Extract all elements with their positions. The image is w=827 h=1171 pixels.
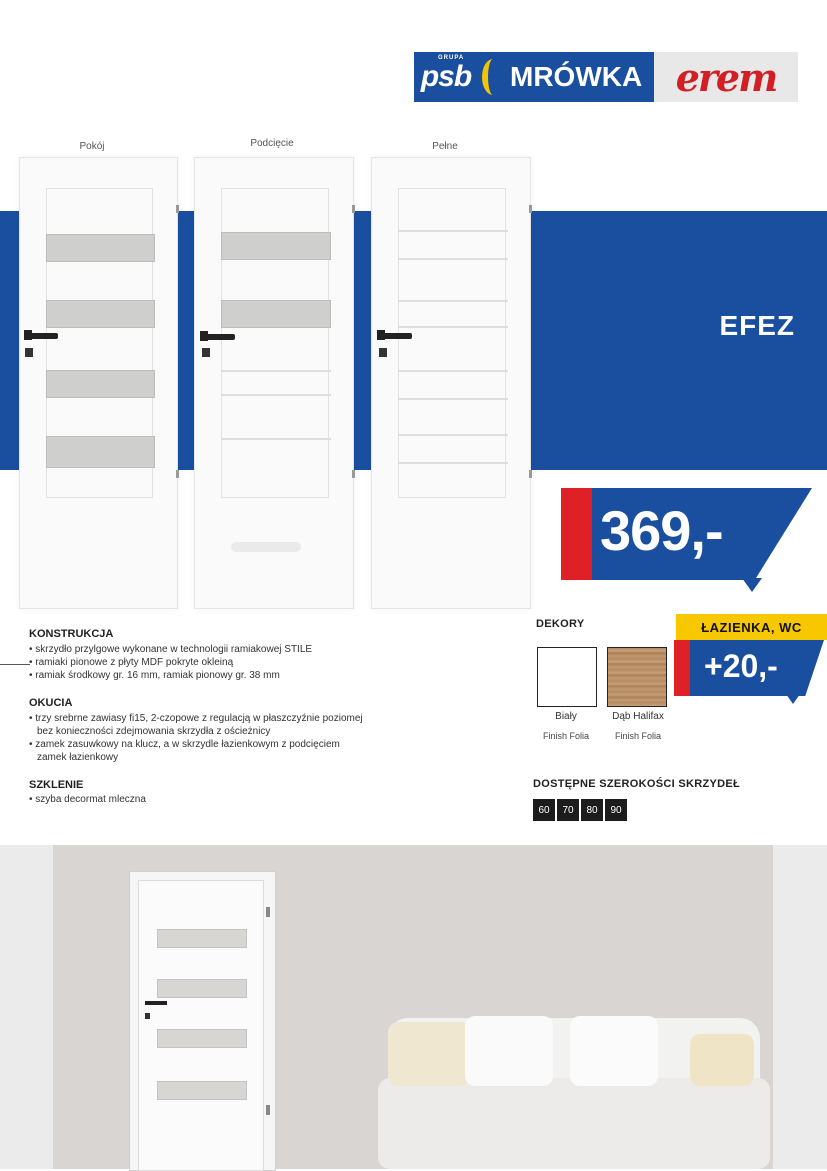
door-label-pokoj: Pokój: [79, 141, 105, 152]
room-door-glass: [157, 1029, 247, 1048]
psb-logo: [414, 52, 478, 102]
okucia-item: zamek łazienkowy: [37, 752, 119, 763]
decors-title: DEKORY: [536, 618, 585, 630]
room-door-glass: [157, 929, 247, 948]
widths-title: DOSTĘPNE SZEROKOŚCI SKRZYDEŁ: [533, 778, 741, 790]
hinge-icon: [176, 470, 179, 478]
sofa-pillow: [388, 1022, 470, 1086]
szklenie-title: SZKLENIE: [29, 779, 84, 791]
panel-line: [398, 258, 508, 260]
hinge-icon: [176, 205, 179, 213]
sofa-pillow: [690, 1034, 754, 1086]
width-chip-70: 70: [557, 799, 579, 821]
blue-band-left: [0, 211, 19, 470]
door-handle-icon: [203, 334, 235, 340]
panel-line: [398, 230, 508, 232]
door-handle-icon: [26, 333, 58, 339]
room-door-handle-icon: [145, 1001, 167, 1005]
decor-swatch-dab-halifax[interactable]: [607, 647, 667, 707]
sofa-pillow: [465, 1016, 553, 1086]
erem-logo-text: erem: [675, 54, 777, 100]
price-tag-red-stripe: [561, 488, 594, 580]
mrowka-logo: [478, 52, 654, 102]
szklenie-item: • szyba decormat mleczna: [29, 794, 146, 805]
glass-panel: [221, 300, 331, 328]
panel-line: [398, 462, 508, 464]
spec-divider: [0, 664, 30, 665]
width-chip-60: 60: [533, 799, 555, 821]
sofa-seat: [378, 1078, 770, 1169]
konstrukcja-item: • ramiak środkowy gr. 16 mm, ramiak pionowy gr. 38 mm: [29, 670, 280, 681]
decor-swatch-bialy[interactable]: [537, 647, 597, 707]
door-pelne: [371, 157, 531, 609]
width-chip-90: 90: [605, 799, 627, 821]
price-tag-notch: [742, 578, 762, 592]
konstrukcja-title: KONSTRUKCJA: [29, 628, 114, 640]
panel-line: [398, 300, 508, 302]
widths-list: [533, 799, 627, 821]
room-door-glass: [157, 1081, 247, 1100]
konstrukcja-list: [29, 643, 449, 682]
psb-logo-top-text: GRUPA: [438, 55, 465, 61]
panel-line: [398, 434, 508, 436]
okucia-title: OKUCIA: [29, 697, 73, 709]
panel-line: [398, 398, 508, 400]
okucia-item: • trzy srebrne zawiasy fi15, 2-czopowe z regulacją w płaszczyźnie poziomej: [29, 713, 363, 724]
door-podciecie: [194, 157, 354, 609]
konstrukcja-item: • ramiaki pionowe z płyty MDF pokryte okleiną: [29, 657, 234, 668]
room-door-lock-icon: [145, 1013, 150, 1019]
door-pokoj: [19, 157, 178, 609]
hinge-icon: [529, 470, 532, 478]
hinge-icon: [352, 205, 355, 213]
room-door-glass: [157, 979, 247, 998]
glass-panel: [46, 436, 155, 468]
hinge-icon: [529, 205, 532, 213]
glass-panel: [221, 232, 331, 260]
door-undercut: [231, 542, 301, 552]
okucia-item: bez konieczności zdejmowania skrzydła z ościeżnicy: [37, 726, 271, 737]
mrowka-arc-icon: [482, 59, 504, 95]
lock-icon: [379, 348, 387, 357]
door-label-pelne: Pełne: [432, 141, 458, 152]
szklenie-list: [29, 793, 449, 806]
glass-panel: [46, 300, 155, 328]
width-chip-80: 80: [581, 799, 603, 821]
glass-panel: [46, 234, 155, 262]
panel-line: [398, 370, 508, 372]
decor-finish-dab-halifax: Finish Folia: [614, 731, 661, 741]
room-door: [138, 880, 264, 1171]
panel-line: [398, 326, 508, 328]
hinge-icon: [352, 470, 355, 478]
sofa-pillow: [570, 1016, 658, 1086]
okucia-item: • zamek zasuwkowy na klucz, a w skrzydle łazienkowym z podcięciem: [29, 739, 340, 750]
room-door-hinge-icon: [266, 907, 270, 917]
product-name: EFEZ: [719, 310, 795, 341]
price-main: 369,-: [600, 499, 723, 562]
decor-name-bialy: Biały: [555, 711, 577, 722]
okucia-list: [29, 712, 449, 764]
decor-finish-bialy: Finish Folia: [542, 731, 589, 741]
bathroom-price-notch: [786, 694, 800, 704]
lock-icon: [25, 348, 33, 357]
room-door-hinge-icon: [266, 1105, 270, 1115]
panel-line: [221, 438, 331, 440]
decor-name-dab-halifax: Dąb Halifax: [612, 711, 664, 722]
panel-line: [221, 394, 331, 396]
lock-icon: [202, 348, 210, 357]
panel-line: [221, 370, 331, 372]
door-label-podciecie: Podcięcie: [250, 138, 294, 149]
psb-logo-text: psb: [420, 60, 472, 93]
erem-logo: [654, 52, 798, 102]
bathroom-label: ŁAZIENKA, WC: [676, 614, 827, 640]
mrowka-logo-text: MRÓWKA: [510, 61, 643, 92]
door-handle-icon: [380, 333, 412, 339]
konstrukcja-item: • skrzydło przylgowe wykonane w technologii ramiakowej STILE: [29, 644, 313, 655]
bathroom-extra-price: +20,-: [704, 648, 778, 684]
door-frame-inner: [398, 188, 506, 498]
glass-panel: [46, 370, 155, 398]
